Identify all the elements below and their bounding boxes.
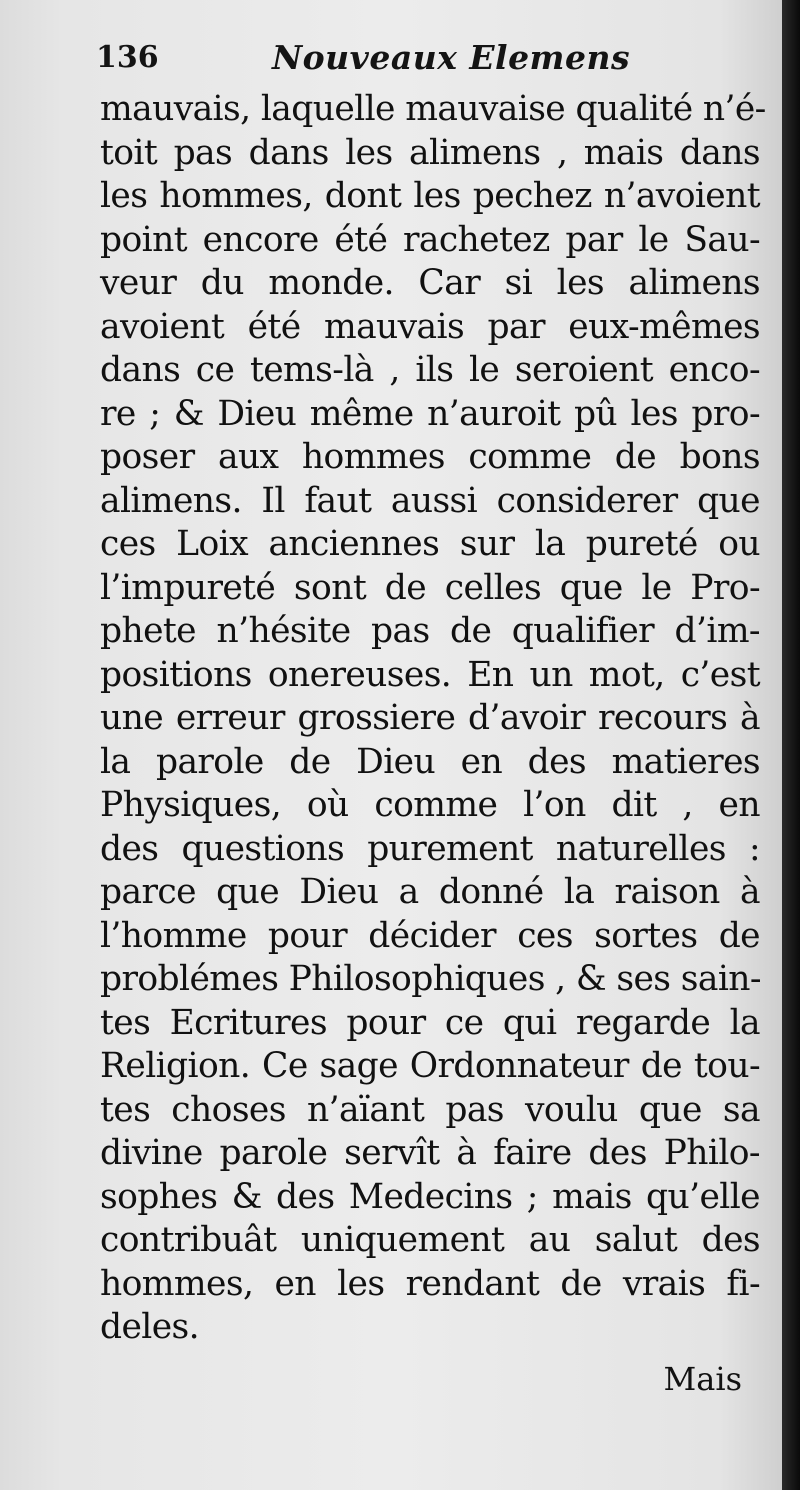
text-line: deles. <box>100 1307 200 1347</box>
text-line: divine parole servît à faire des Philo- <box>100 1133 760 1173</box>
text-line: Physiques, où comme l’on dit , en <box>100 785 760 825</box>
text-line: veur du monde. Car si les alimens <box>100 263 760 303</box>
running-head <box>96 38 736 88</box>
page-number: 136 <box>96 40 159 75</box>
text-line: sophes & des Medecins ; mais qu’elle <box>100 1176 760 1217</box>
text-line: des questions purement naturelles : <box>100 828 760 869</box>
text-line: toit pas dans les alimens , mais dans <box>100 132 760 173</box>
text-line: avoient été mauvais par eux-mêmes <box>100 306 760 347</box>
text-line: positions onereuses. En un mot, c’est <box>100 654 760 695</box>
text-line: point encore été rachetez par le Sau- <box>100 219 760 260</box>
catchword: Mais <box>663 1360 742 1398</box>
text-line: contribuât uniquement au salut des <box>100 1220 760 1260</box>
text-line: les hommes, dont les pechez n’avoient <box>100 176 760 216</box>
text-line: phete n’hésite pas de qualifier d’im- <box>100 611 760 651</box>
text-line: tes Ecritures pour ce qui regarde la <box>100 1002 760 1043</box>
text-line: poser aux hommes comme de bons <box>100 437 760 477</box>
running-title: Nouveaux Elemens <box>272 38 631 77</box>
body-text <box>100 88 766 1350</box>
text-line: re ; & Dieu même n’auroit pû les pro- <box>100 393 760 434</box>
text-line: l’impureté sont de celles que le Pro- <box>100 567 760 608</box>
text-line: l’homme pour décider ces sortes de <box>100 915 760 956</box>
text-line: tes choses n’aïant pas voulu que sa <box>100 1089 760 1130</box>
text-line: parce que Dieu a donné la raison à <box>100 872 760 912</box>
text-line: la parole de Dieu en des matieres <box>100 741 760 782</box>
text-line: une erreur grossiere d’avoir recours à <box>100 698 760 738</box>
text-line: ces Loix anciennes sur la pureté ou <box>100 524 760 564</box>
text-line: alimens. Il faut aussi considerer que <box>100 480 760 521</box>
text-line: mauvais, laquelle mauvaise qualité n’é- <box>100 89 766 129</box>
text-line: Religion. Ce sage Ordonnateur de tou- <box>100 1046 760 1086</box>
book-spine-edge <box>782 0 800 1490</box>
text-line: hommes, en les rendant de vrais fi- <box>100 1263 760 1304</box>
text-line: dans ce tems-là , ils le seroient enco- <box>100 350 760 390</box>
text-line: problémes Philosophiques , & ses sain- <box>100 959 761 999</box>
